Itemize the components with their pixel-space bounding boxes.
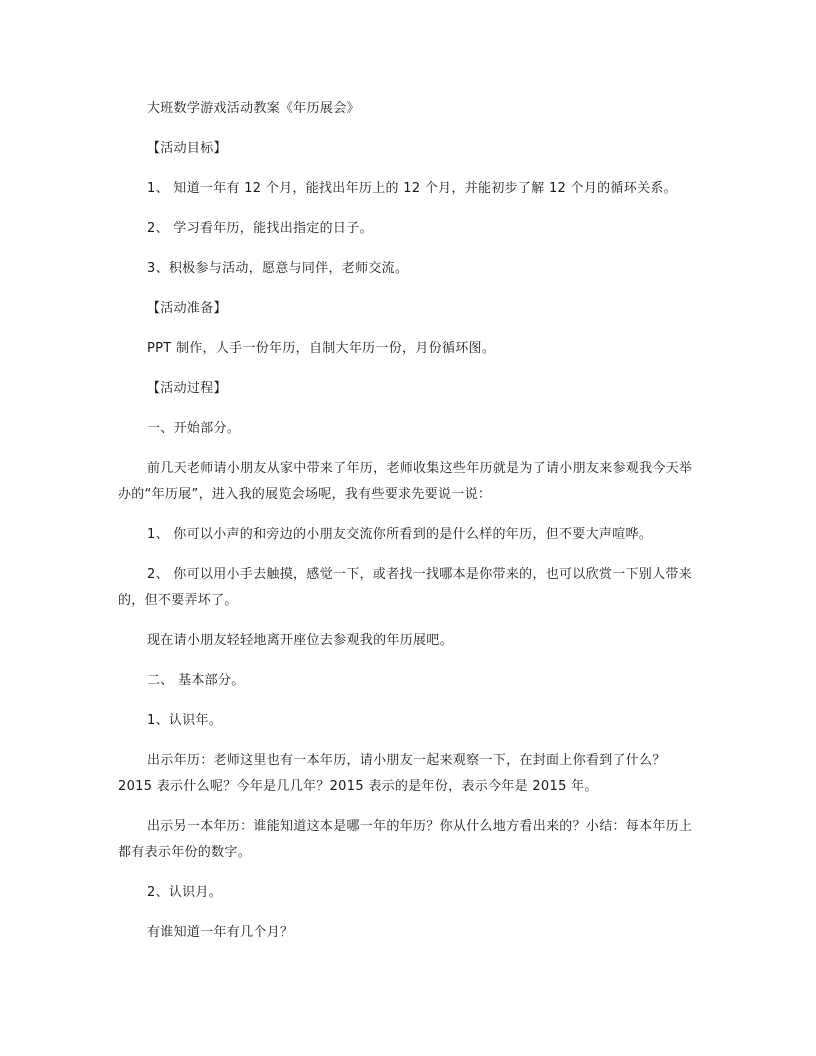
rule-item-2: 2、 你可以用小手去触摸，感觉一下，或者找一找哪本是你带来的，也可以欣赏一下别人带来的，但不要弄坏了。	[118, 567, 693, 608]
section-heading-goals: 【活动目标】	[147, 141, 227, 156]
sub-heading-year: 1、认识年。	[147, 713, 223, 728]
paragraph-visit: 现在请小朋友轻轻地离开座位去参观我的年历展吧。	[147, 633, 453, 648]
part-heading-start: 一、开始部分。	[147, 421, 241, 436]
preparation-text: PPT 制作，人手一份年历，自制大年历一份，月份循环图。	[147, 341, 496, 356]
document-body	[118, 96, 698, 960]
section-heading-preparation: 【活动准备】	[147, 301, 227, 316]
paragraph-show-calendar: 出示年历：老师这里也有一本年历，请小朋友一起来观察一下，在封面上你看到了什么？2015 表示什么呢？今年是几几年？2015 表示的是年份，表示今年是 2015 年。	[118, 753, 666, 794]
sub-heading-month: 2、认识月。	[147, 885, 223, 900]
rule-item-1: 1、 你可以小声的和旁边的小朋友交流你所看到的是什么样的年历，但不要大声喧哗。	[147, 527, 653, 542]
goal-item-3: 3、积极参与活动，愿意与同伴，老师交流。	[147, 261, 409, 276]
goal-item-1: 1、 知道一年有 12 个月，能找出年历上的 12 个月，并能初步了解 12 个月的循环关系。	[147, 181, 677, 196]
paragraph-another-calendar: 出示另一本年历：谁能知道这本是哪一年的年历？你从什么地方看出来的？小结：每本年历上都有表示年份的数字。	[118, 819, 693, 860]
section-heading-process: 【活动过程】	[147, 381, 227, 396]
document-title: 大班数学游戏活动教案《年历展会》	[147, 101, 360, 116]
paragraph-question: 有谁知道一年有几个月？	[147, 925, 294, 940]
part-heading-basic: 二、 基本部分。	[147, 673, 245, 688]
goal-item-2: 2、 学习看年历，能找出指定的日子。	[147, 221, 373, 236]
paragraph-intro: 前几天老师请小朋友从家中带来了年历，老师收集这些年历就是为了请小朋友来参观我今天举办的“年历展”，进入我的展览会场呢，我有些要求先要说一说：	[118, 461, 693, 502]
